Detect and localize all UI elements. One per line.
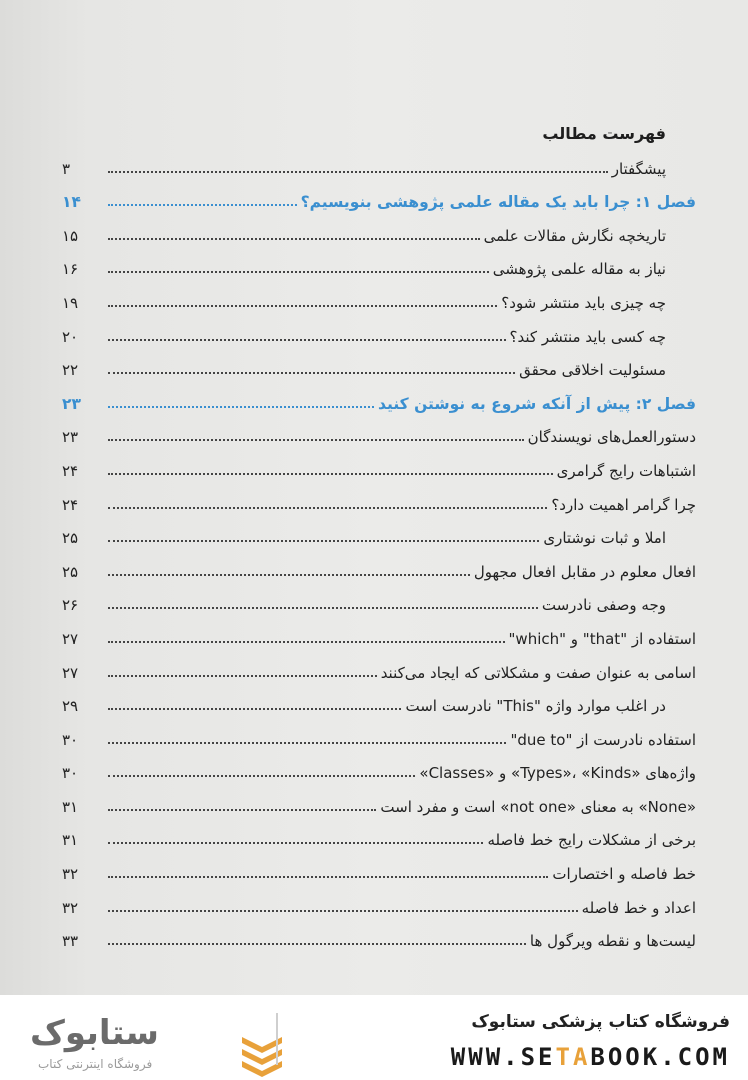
logo-text: ستابوک [30,1013,159,1053]
toc-row [62,215,696,249]
toc-row [62,417,696,451]
toc-row [62,551,696,585]
dot-leader [108,876,548,878]
shop-url[interactable] [451,1043,730,1071]
toc-row [62,282,696,316]
toc-row [62,484,696,518]
dot-leader [108,708,401,710]
toc-page-number: ۳۲ [62,865,79,884]
dot-leader [108,775,415,777]
toc-page-number: ۲۴ [62,495,79,514]
toc-entry-label: وجه وصفی نادرست [541,596,666,615]
toc-row [62,450,696,484]
dot-leader [108,406,374,408]
toc-row [62,652,696,686]
toc-row [62,853,696,887]
book-stack-icon [238,1033,286,1077]
dot-leader [108,910,578,912]
toc-entry-label: مسئولیت اخلاقی محقق [519,361,666,380]
toc-page-number: ۳ [62,159,71,178]
toc-entry-label: چرا گرامر اهمیت دارد؟ [551,495,696,514]
toc-row [62,249,696,283]
toc-page-number: ۱۵ [62,226,79,245]
toc-chapter-row [62,383,696,417]
dot-leader [108,439,524,441]
dot-leader [108,943,526,945]
toc-page-number: ۳۰ [62,730,79,749]
toc-page-number: ۲۵ [62,529,79,548]
dot-leader [108,473,553,475]
toc-page-number: ۳۰ [62,764,79,783]
toc-row [62,719,696,753]
toc-page-number: ۳۲ [62,898,79,917]
dot-leader [108,204,297,206]
dot-leader [108,171,608,173]
toc-entry-label: واژه‌های «Types»، «Kinds» و «Classes» [419,764,696,783]
toc-page-number: ۲۰ [62,327,79,346]
toc-entry-label: نیاز به مقاله علمی پژوهشی [492,260,666,279]
toc-page-number: ۲۴ [62,461,79,480]
dot-leader [108,809,376,811]
toc-page-number: ۲۶ [62,596,79,615]
toc-title: فهرست مطالب [542,124,666,143]
toc-entry-label: در اغلب موارد واژه "This" نادرست است [405,697,666,716]
toc-entry-label: تاریخچه نگارش مقالات علمی [483,226,666,245]
shop-name: فروشگاه کتاب پزشکی ستابوک [471,1012,730,1032]
toc-page-number: ۲۵ [62,562,79,581]
dot-leader [108,742,506,744]
url-part-1: WWW.SE [450,1043,556,1071]
toc-entry-label: اعداد و خط فاصله [581,898,696,917]
toc-page-number: ۲۲ [62,361,79,380]
dot-leader [108,540,539,542]
logo-tagline: فروشگاه اینترنتی کتاب [38,1057,153,1071]
dot-leader [108,238,480,240]
toc-page-number: ۱۹ [62,293,79,312]
url-accent: TA [555,1043,591,1071]
dot-leader [108,305,497,307]
toc-page-number: ۳۳ [62,932,79,951]
toc-row [62,887,696,921]
toc-row [62,148,696,182]
toc-row [62,518,696,552]
dot-leader [108,607,538,609]
toc-page-number: ۲۷ [62,663,79,682]
toc-page-number: ۱۶ [62,260,79,279]
toc-entry-label: فصل ۱: چرا باید یک مقاله علمی پژوهشی بنویسیم؟ [300,193,696,212]
toc-entry-label: اسامی به عنوان صفت و مشکلاتی که ایجاد می‌کنند [380,663,696,682]
toc-page-number: ۲۳ [62,428,79,447]
toc-row [62,686,696,720]
toc-page-number: ۲۷ [62,629,79,648]
toc-entry-label: فصل ۲: پیش از آنکه شروع به نوشتن کنید [378,394,696,413]
toc-row [62,350,696,384]
toc-entry-label: استفاده از "that" و "which" [508,629,696,648]
banner-divider [276,1013,278,1065]
toc-entry-label: اشتباهات رایج گرامری [556,461,696,480]
toc-entry-label: چه کسی باید منتشر کند؟ [509,327,666,346]
toc-row [62,316,696,350]
store-logo[interactable] [30,1013,270,1073]
dot-leader [108,372,515,374]
toc-entry-label: خط فاصله و اختصارات [552,865,696,884]
toc-entry-label: املا و ثبات نوشتاری [543,529,666,548]
toc-page-number: ۳۱ [62,831,79,850]
toc-entry-label: برخی از مشکلات رایج خط فاصله [487,831,696,850]
toc-row [62,753,696,787]
dot-leader [108,675,377,677]
toc-entry-label: چه چیزی باید منتشر شود؟ [501,293,666,312]
toc-row [62,585,696,619]
dot-leader [108,574,470,576]
dot-leader [108,271,489,273]
toc-row [62,921,696,955]
toc-entry-label: لیست‌ها و نقطه ویرگول ها [529,932,696,951]
toc-entry-label: افعال معلوم در مقابل افعال مجهول [473,562,696,581]
dot-leader [108,339,506,341]
toc-row [62,786,696,820]
dot-leader [108,641,505,643]
url-part-2: BOOK.COM [590,1043,730,1071]
toc-entry-label: «None» به معنای «not one» است و مفرد است [380,797,696,816]
toc-entry-label: پیشگفتار [611,159,666,178]
toc-page-number: ۲۹ [62,697,79,716]
dot-leader [108,507,547,509]
dot-leader [108,842,483,844]
toc-page-number: ۲۳ [62,394,81,413]
toc-page-number: ۱۴ [62,193,81,212]
toc-entry-label: استفاده نادرست از "due to" [510,730,696,749]
toc-row [62,820,696,854]
toc-chapter-row [62,182,696,216]
toc-row [62,618,696,652]
toc-entry-label: دستورالعمل‌های نویسندگان [527,428,696,447]
toc-list [62,148,696,954]
toc-page-number: ۳۱ [62,797,79,816]
